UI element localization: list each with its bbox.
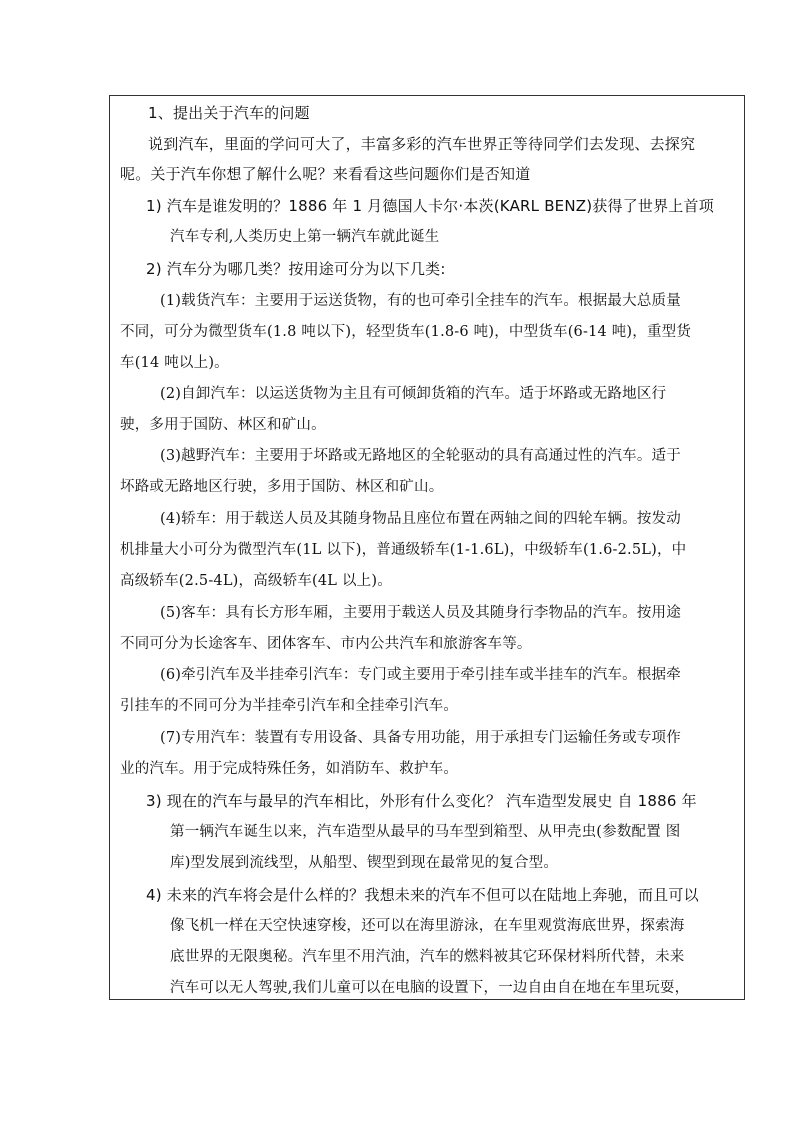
question-3-line: 3) 现在的汽车与最早的汽车相比，外形有什么变化？ 汽车造型发展史 自 1886 年 bbox=[146, 792, 697, 810]
question-3-line: 库)型发展到流线型，从船型、锲型到现在最常见的复合型。 bbox=[170, 855, 559, 871]
category-2-line: (2)自卸汽车：以运送货物为主且有可倾卸货箱的汽车。适于坏路或无路地区行 bbox=[160, 386, 667, 402]
question-2-line: 2) 汽车分为哪几类？按用途可分为以下几类: bbox=[146, 260, 446, 278]
question-4-line: 4) 未来的汽车将会是什么样的？我想未来的汽车不但可以在陆地上奔驰，而且可以 bbox=[146, 886, 699, 904]
category-1-line: 不同，可分为微型货车(1.8 吨以下)，轻型货车(1.8-6 吨)，中型货车(6-14 吨)，重型货 bbox=[120, 324, 692, 340]
intro-line: 呢。关于汽车你想了解什么呢？来看看这些问题你们是否知道 bbox=[120, 165, 531, 183]
section-heading: 1、提出关于汽车的问题 bbox=[148, 104, 310, 122]
category-7-line: (7)专用汽车：装置有专用设备、具备专用功能，用于承担专门运输任务或专项作 bbox=[160, 730, 681, 746]
category-6-line: 引挂车的不同可分为半挂牵引汽车和全挂牵引汽车。 bbox=[120, 698, 459, 714]
question-4-line: 汽车可以无人驾驶,我们儿童可以在电脑的设置下，一边自由自在地在车里玩耍， bbox=[170, 980, 690, 996]
intro-line: 说到汽车，里面的学问可大了，丰富多彩的汽车世界正等待同学们去发现、去探究 bbox=[148, 135, 696, 153]
category-5-line: 不同可分为长途客车、团体客车、市内公共汽车和旅游客车等。 bbox=[120, 636, 532, 652]
content-table-cell bbox=[109, 95, 745, 1000]
question-1-line: 汽车专利,人类历史上第一辆汽车就此诞生 bbox=[170, 229, 440, 245]
category-1-line: 车(14 吨以上)。 bbox=[120, 355, 229, 371]
category-6-line: (6)牵引汽车及半挂牵引汽车：专门或主要用于牵引挂车或半挂车的汽车。根据牵 bbox=[160, 667, 681, 683]
category-4-line: 机排量大小可分为微型汽车(1L 以下)，普通级轿车(1-1.6L)，中级轿车(1.6-2.5L)，中 bbox=[120, 542, 687, 558]
category-4-line: (4)轿车：用于载送人员及其随身物品且座位布置在两轴之间的四轮车辆。按发动 bbox=[160, 511, 681, 527]
category-4-line: 高级轿车(2.5-4L)，高级轿车(4L 以上)。 bbox=[120, 573, 392, 589]
question-1-line: 1) 汽车是谁发明的？1886 年 1 月德国人卡尔·本茨(KARL BENZ)获得了世界上首项 bbox=[146, 197, 714, 215]
question-4-line: 底世界的无限奥秘。汽车里不用汽油，汽车的燃料被其它环保材料所代替，未来 bbox=[170, 949, 685, 965]
category-1-line: (1)载货汽车：主要用于运送货物，有的也可牵引全挂车的汽车。根据最大总质量 bbox=[160, 293, 681, 309]
category-5-line: (5)客车：具有长方形车厢，主要用于载送人员及其随身行李物品的汽车。按用途 bbox=[160, 605, 681, 621]
question-4-line: 像飞机一样在天空快速穿梭，还可以在海里游泳，在车里观赏海底世界，探索海 bbox=[170, 918, 685, 934]
category-7-line: 业的汽车。用于完成特殊任务，如消防车、救护车。 bbox=[120, 761, 459, 777]
category-2-line: 驶，多用于国防、林区和矿山。 bbox=[120, 417, 326, 433]
category-3-line: 坏路或无路地区行驶，多用于国防、林区和矿山。 bbox=[120, 479, 444, 495]
question-3-line: 第一辆汽车诞生以来，汽车造型从最早的马车型到箱型、从甲壳虫(参数配置 图 bbox=[170, 824, 681, 840]
category-3-line: (3)越野汽车：主要用于坏路或无路地区的全轮驱动的具有高通过性的汽车。适于 bbox=[160, 448, 681, 464]
